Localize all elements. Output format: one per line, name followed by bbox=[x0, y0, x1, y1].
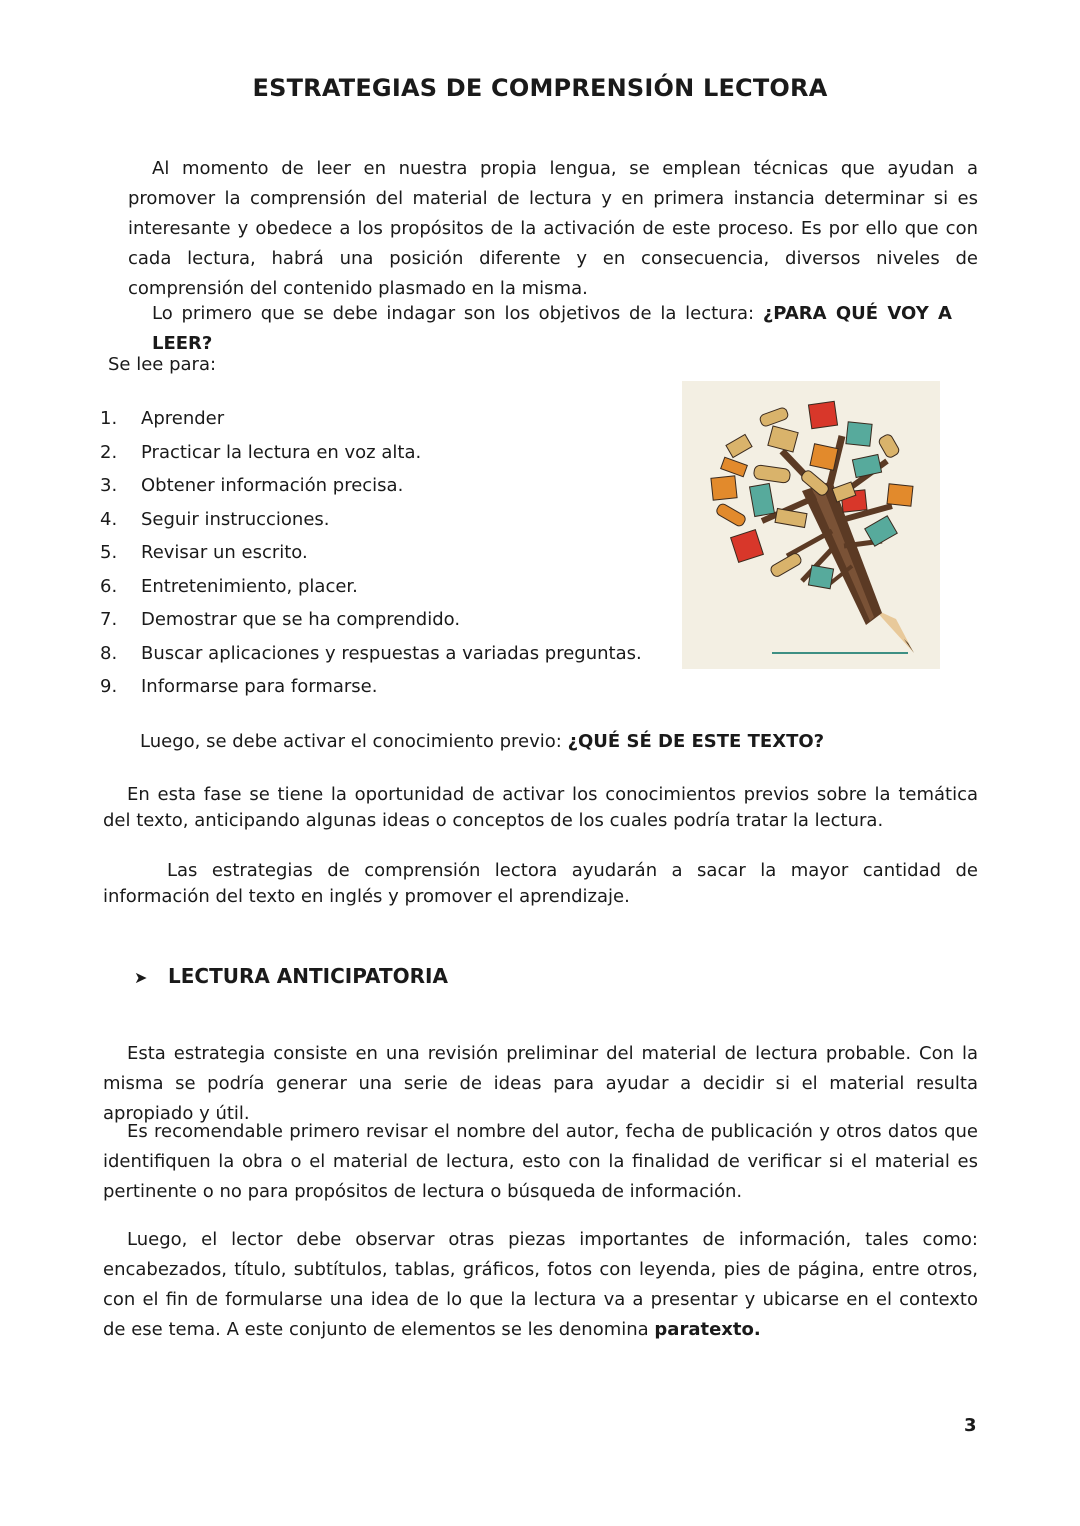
list-item bbox=[100, 437, 660, 471]
section-paragraph-1: Esta estrategia consiste en una revisión preliminar del material de lectura probable. Con la misma se podría generar una serie de ideas para ayudar a decidir si el material resulta apropiado y útil. bbox=[103, 1043, 978, 1124]
list-item-number: 8. bbox=[100, 642, 118, 664]
objectives-text: Lo primero que se debe indagar son los objetivos de la lectura: bbox=[152, 303, 763, 324]
list-item-text: Aprender bbox=[141, 408, 225, 429]
purpose-list bbox=[100, 403, 660, 705]
section-heading bbox=[134, 964, 448, 988]
phase-paragraph: En esta fase se tiene la oportunidad de activar los conocimientos previos sobre la temática del texto, anticipando algunas ideas o conceptos de los cuales podría tratar la lectura. bbox=[103, 784, 978, 831]
list-item bbox=[100, 638, 660, 672]
paratext-paragraph bbox=[103, 1225, 978, 1345]
list-item-text: Entretenimiento, placer. bbox=[141, 575, 358, 597]
list-item-text: Informarse para formarse. bbox=[141, 676, 378, 697]
list-item-number: 7. bbox=[100, 609, 118, 630]
list-item-number: 4. bbox=[100, 508, 118, 530]
list-item bbox=[100, 571, 660, 605]
list-item-number: 9. bbox=[100, 676, 118, 697]
prior-knowledge-paragraph bbox=[140, 731, 824, 752]
list-item-text: Demostrar que se ha comprendido. bbox=[141, 609, 461, 630]
page-number: 3 bbox=[964, 1415, 977, 1436]
arrow-bullet-icon: ➤ bbox=[134, 968, 148, 987]
objectives-question: ¿PARA QUÉ VOY A LEER? bbox=[152, 303, 952, 354]
list-item bbox=[100, 403, 660, 437]
list-item-number: 6. bbox=[100, 575, 118, 597]
strategies-paragraph bbox=[103, 858, 978, 910]
list-item bbox=[100, 470, 660, 504]
section-heading-text: LECTURA ANTICIPATORIA bbox=[168, 964, 448, 988]
list-item-text: Practicar la lectura en voz alta. bbox=[141, 441, 422, 463]
intro-paragraph: Al momento de leer en nuestra propia lengua, se emplean técnicas que ayudan a promover la comprensión del material de lectura y en primera instancia determinar si es interesante y obedece a los propósitos de la activación de este proceso. Es por ello que con cada lectura, habrá una posición diferente y en consecuencia, diversos niveles de comprensión del contenido plasmado en la misma. bbox=[128, 158, 978, 299]
paratext-term: paratexto. bbox=[654, 1319, 761, 1340]
page-title: ESTRATEGIAS DE COMPRENSIÓN LECTORA bbox=[252, 74, 828, 102]
prior-knowledge-text: Luego, se debe activar el conocimiento previo: bbox=[140, 731, 568, 752]
book-tree-pencil-icon bbox=[682, 381, 940, 669]
list-item bbox=[100, 604, 660, 638]
book-tree-illustration bbox=[682, 381, 940, 669]
list-item-number: 3. bbox=[100, 475, 118, 496]
list-item-text: Obtener información precisa. bbox=[141, 475, 404, 496]
purpose-label: Se lee para: bbox=[108, 354, 217, 375]
strategies-text: Las estrategias de comprensión lectora ayudarán a sacar la mayor cantidad de información del texto en inglés y promover el aprendizaje. bbox=[103, 860, 978, 907]
list-item-text: Seguir instrucciones. bbox=[141, 508, 330, 530]
list-item bbox=[100, 504, 660, 538]
objectives-paragraph bbox=[152, 299, 952, 359]
list-item-number: 1. bbox=[100, 408, 118, 429]
list-item bbox=[100, 671, 660, 705]
list-item-number: 5. bbox=[100, 542, 118, 563]
paratext-text: Luego, el lector debe observar otras piezas importantes de información, tales como: encabezados, título, subtítulos, tablas, gráficos, fotos con leyenda, pies de página, entre otros, con el fin de formularse una idea de lo que la lectura va a presentar y ubicarse en el contexto de ese tema. A este conjunto de elementos se les denomina bbox=[103, 1229, 978, 1340]
section-paragraph-2: Es recomendable primero revisar el nombre del autor, fecha de publicación y otros datos que identifiquen la obra o el material de lectura, esto con la finalidad de verificar si el material es pertinente o no para propósitos de lectura o búsqueda de información. bbox=[103, 1121, 978, 1202]
list-item-number: 2. bbox=[100, 441, 118, 463]
list-item-text: Revisar un escrito. bbox=[141, 542, 308, 563]
list-item-text: Buscar aplicaciones y respuestas a variadas preguntas. bbox=[141, 642, 642, 664]
list-item bbox=[100, 537, 660, 571]
prior-knowledge-question: ¿QUÉ SÉ DE ESTE TEXTO? bbox=[567, 731, 825, 752]
